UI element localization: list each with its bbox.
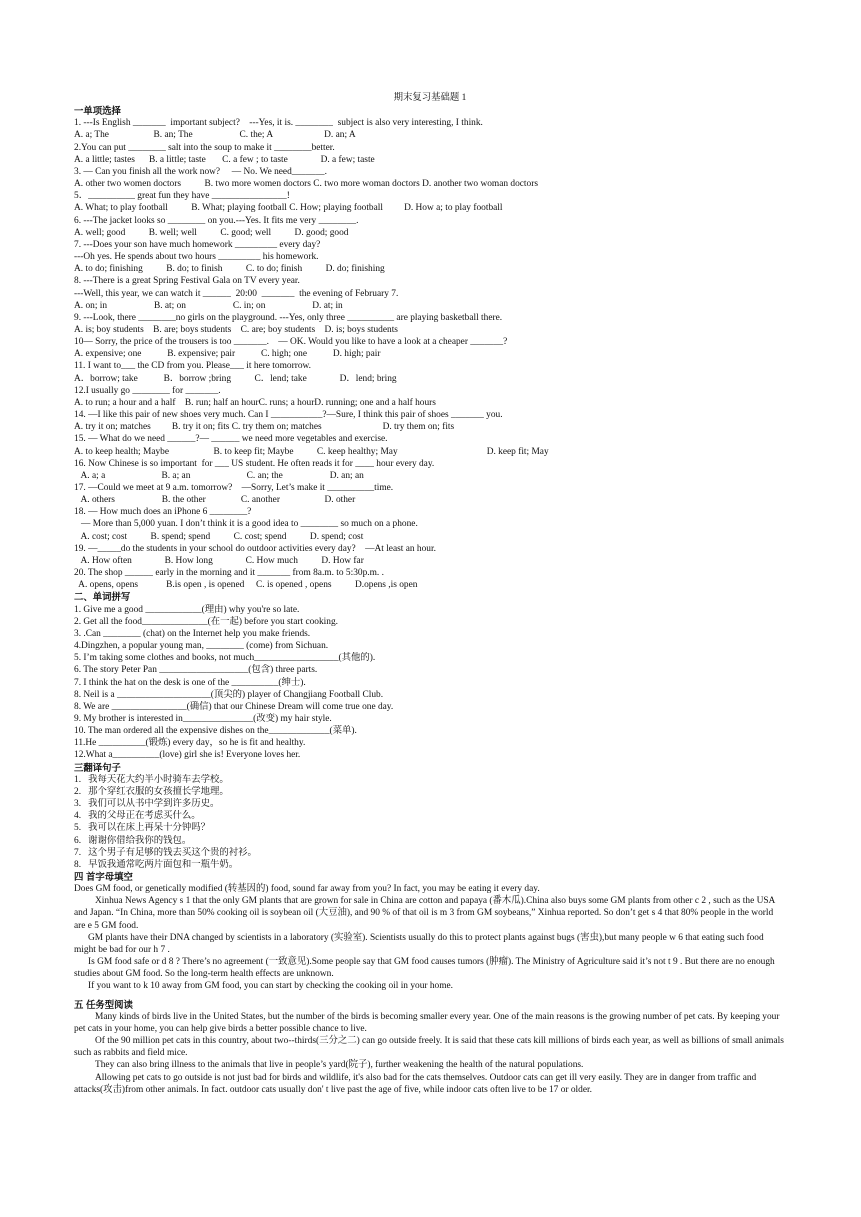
cloze-paragraph: GM plants have their DNA changed by scientists in a laboratory (实验室). Scientists usually do this to protect plants against bugs (害虫),but many people w 6 that eating such food might be bad for our h 7 . [74, 932, 764, 955]
question-line: A. What; to play football B. What; playing football C. How; playing football D. How a; to play football [74, 203, 503, 214]
spelling-line: 3. .Can ________ (chat) on the Internet help you make friends. [74, 628, 311, 639]
spelling-line: 7. I think the hat on the desk is one of the __________(绅士). [74, 677, 306, 688]
question-line: 20. The shop ______ early in the morning and it _______ from 8a.m. to 5:30p.m. . [74, 568, 384, 579]
question-line: A. to do; finishing B. do; to finish C. to do; finish D. do; finishing [74, 264, 385, 275]
question-line: 15. — What do we need ______?— ______ we need more vegetables and exercise. [74, 434, 388, 445]
document-page [74, 92, 786, 1096]
translation-section [74, 774, 786, 871]
translation-line: 7. 这个男子有足够的钱去买这个贵的衬衫。 [74, 847, 257, 858]
question-line: A. expensive; one B. expensive; pair C. high; one D. high; pair [74, 349, 381, 360]
translation-line: 5. 我可以在床上再呆十分钟吗？ [74, 823, 210, 834]
question-line: 17. —Could we meet at 9 a.m. tomorrow? —Sorry, Let’s make it __________time. [74, 483, 394, 493]
question-line: A. How often B. How long C. How much D. How far [74, 555, 364, 566]
question-line: A. others B. the other C. another D. other [74, 495, 356, 506]
question-line: 1. ---Is English _______ important subject? ---Yes, it is. ________ subject is also very interesting, I think. [74, 118, 483, 129]
word-spelling-section [74, 604, 786, 762]
question-line: A. well; good B. well; well C. good; well D. good; good [74, 227, 349, 238]
question-line: ---Oh yes. He spends about two hours _________ his homework. [74, 252, 319, 263]
question-line: 19. —_____do the students in your school do outdoor activities every day? —At least an hour. [74, 543, 436, 554]
section-heading-word-spelling: 二、单词拼写 [74, 591, 131, 603]
translation-line: 1. 我每天花大约半小时骑车去学校。 [74, 774, 229, 785]
question-line: — More than 5,000 yuan. I don’t think it is a good idea to ________ so much on a phone. [74, 519, 418, 530]
translation-line: 6. 谢谢你借给我你的钱包。 [74, 835, 192, 846]
cloze-paragraph: Xinhua News Agency s 1 that the only GM plants that are grown for sale in China are cotton and papaya (番木瓜).China also buys some GM plants from other c 2 , such as the USA and Japan. “In China, more than 50% cooking oil is soybean oil (大豆油), and 90 % of that oil is m 3 from GM soybeans,” Xinhua reported. So don’t get s 4 that 80% people in the world are e 5 GM food. [74, 896, 775, 931]
question-line: A. on; in B. at; on C. in; on D. at; in [74, 300, 343, 311]
section-heading-multiple-choice: 一单项选择 [74, 105, 121, 117]
question-line: A. cost; cost B. spend; spend C. cost; spend D. spend; cost [74, 531, 364, 542]
spelling-line: 2. Get all the food______________(在一起) before you start cooking. [74, 616, 339, 627]
question-line: A. opens, opens B.is open , is opened C. is opened , opens D.opens ,is open [74, 580, 418, 591]
question-line: 6. ---The jacket looks so ________ on you.---Yes. It fits me very ________. [74, 215, 359, 226]
cloze-paragraph: If you want to k 10 away from GM food, you can start by checking the cooking oil in your home. [88, 981, 454, 992]
question-line: 5．__________ great fun they have ________________! [74, 191, 290, 202]
question-line: A. try it on; matches B. try it on; fits C. try them on; matches D. try them on; fits [74, 422, 455, 433]
question-line: A. is; boy students B. are; boys students C. are; boy students D. is; boys students [74, 324, 398, 335]
question-line: 18. — How much does an iPhone 6 ________? [74, 507, 252, 518]
reading-paragraph: Allowing pet cats to go outside is not just bad for birds and wildlife, it's also bad for the cats themselves. Outdoor cats can get ill very easily. They are in danger from traffic and attacks(攻击)from other animals. In fact. outdoor cats usually don' t live past the age of five, while indoor cats often live to be 17 or older. [74, 1072, 757, 1095]
initial-letter-section [74, 883, 786, 992]
cloze-paragraph: studies about GM food. So the long-term health effects are unknown. [74, 969, 334, 980]
question-line: 9. ---Look, there ________no girls on the playground. ---Yes, only three __________ are playing basketball there. [74, 312, 503, 323]
section-heading-translation: 三翻译句子 [74, 761, 121, 773]
spelling-line: 8. We are ________________(确信) that our Chinese Dream will come true one day. [74, 701, 394, 712]
question-line: 10— Sorry, the price of the trousers is too _______. — OK. Would you like to have a look at a cheaper _______? [74, 337, 508, 348]
question-line: 8. ---There is a great Spring Festival Gala on TV every year. [74, 276, 300, 287]
question-line: 14. —I like this pair of new shoes very much. Can I ___________?—Sure, I think this pair of shoes _______ you. [74, 410, 503, 421]
question-line: 11. I want to___ the CD from you. Please___ it here tomorrow. [74, 361, 312, 372]
question-line: A. other two women doctors B. two more women doctors C. two more woman doctors D. another two woman doctors [74, 179, 538, 190]
spelling-line: 9. My brother is interested in_______________(改变) my hair style. [74, 713, 332, 724]
spelling-line: 4.Dingzhen, a popular young man, ________ (come) from Sichuan. [74, 641, 329, 652]
cloze-paragraph: Is GM food safe or d 8 ? There’s no agreement (一致意见).Some people say that GM food causes tumors (肿瘤). The Ministry of Agriculture said it’s not t 9 . But there are no enough [88, 957, 775, 968]
section-heading-task-reading: 五 任务型阅读 [74, 998, 133, 1010]
task-reading-section [74, 1011, 786, 1096]
spelling-line: 6. The story Peter Pan ___________________(包含) three parts. [74, 665, 318, 676]
reading-paragraph: They can also bring illness to the animals that live in people’s yard(院子), further weakening the health of the natural populations. [95, 1060, 584, 1071]
translation-line: 3. 我们可以从书中学到许多历史。 [74, 799, 220, 810]
question-line: A. a; The B. an; The C. the; A D. an; A [74, 130, 356, 141]
question-line: 3. — Can you finish all the work now? — No. We need_______. [74, 166, 327, 177]
spelling-line: 5. I’m taking some clothes and books, not much__________________(其他的). [74, 653, 376, 664]
reading-paragraph: Of the 90 million pet cats in this country, about two--thirds(三分之二) can go outside freely. It is said that these cats kill millions of birds each year, as well as billions of small animals such as rabbits and field mice. [74, 1036, 784, 1059]
question-line: 2.You can put ________ salt into the soup to make it ________better. [74, 142, 335, 153]
translation-line: 4. 我的父母正在考虑买什么。 [74, 811, 201, 822]
translation-line: 2. 那个穿红衣服的女孩擅长学地理。 [74, 786, 229, 797]
cloze-paragraph: Does GM food, or genetically modified (转基因的) food, sound far away from you? In fact, you may be eating it every day. [74, 884, 540, 895]
spelling-line: 12.What a__________(love) girl she is! Everyone loves her. [74, 750, 301, 761]
page-title: 期末复习基础题 1 [393, 93, 467, 103]
question-line: 16. Now Chinese is so important for ___ US student. He often reads it for ____ hour every day. [74, 458, 435, 469]
question-line: A．borrow; take B．borrow ;bring C．lend; take D．lend; bring [74, 373, 397, 384]
section-heading-initial-letter: 四 首字母填空 [74, 871, 133, 882]
spelling-line: 1. Give me a good ____________(理由) why you're so late. [74, 604, 300, 615]
multiple-choice-section [74, 117, 786, 591]
question-line: 12.I usually go ________ for _______. [74, 385, 221, 396]
translation-line: 8. 早饭我通常吃两片面包和一瓶牛奶。 [74, 859, 239, 870]
question-line: ---Well, this year, we can watch it ______ 20:00 _______ the evening of February 7. [74, 288, 399, 299]
spelling-line: 8. Neil is a ____________________(顶尖的) player of Changjiang Football Club. [74, 689, 384, 700]
spelling-line: 11.He __________(锻炼) every day，so he is fit and healthy. [74, 738, 306, 749]
reading-paragraph: Many kinds of birds live in the United States, but the number of the birds is becoming smaller every year. One of the main reasons is the growing number of pet cats. By keeping your pet cats in your home, you can help give birds a better possible chance to live. [74, 1011, 780, 1034]
question-line: 7. ---Does your son have much homework _________ every day? [74, 239, 321, 250]
question-line: A. to keep health; Maybe B. to keep fit; Maybe C. keep healthy; May D. keep fit; May [74, 446, 549, 457]
question-line: A. a little; tastes B. a little; taste C. a few ; to taste D. a few; taste [74, 154, 375, 165]
question-line: A. a; a B. a; an C. an; the D. an; an [74, 470, 364, 481]
spelling-line: 10. The man ordered all the expensive dishes on the_____________(菜单). [74, 726, 357, 737]
question-line: A. to run; a hour and a half B. run; half an hourC. runs; a hourD. running; one and a half hours [74, 397, 436, 408]
